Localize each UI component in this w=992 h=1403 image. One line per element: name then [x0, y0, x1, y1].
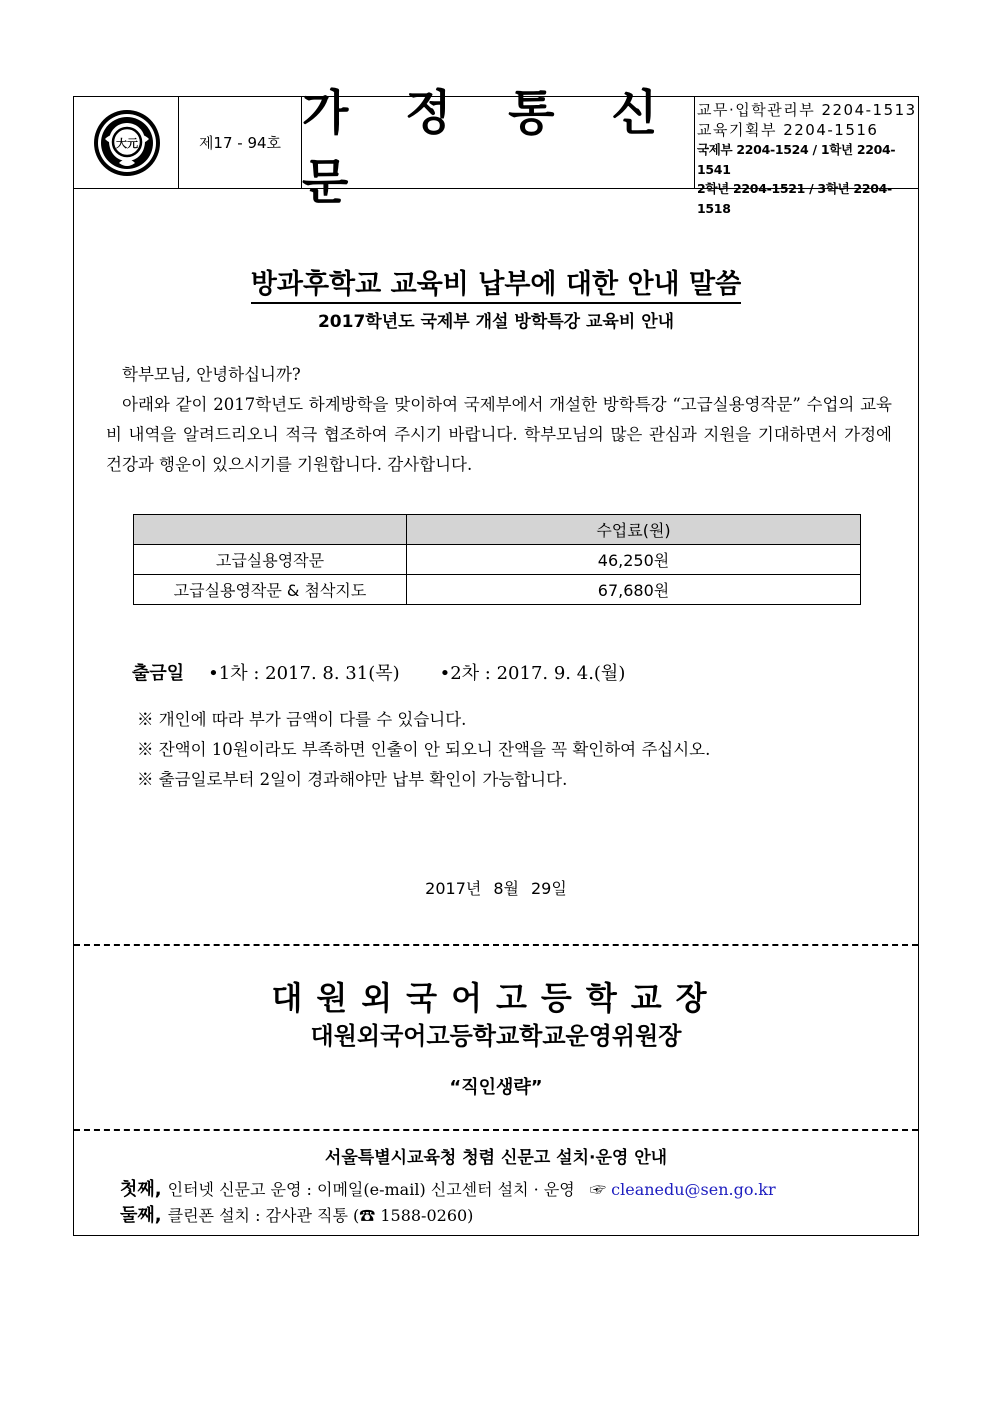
report-email-link[interactable]: cleanedu@sen.go.kr [611, 1180, 776, 1199]
newsletter-title: 가 정 통 신 문 [302, 97, 695, 188]
school-emblem-icon [93, 109, 161, 177]
date-day: 29일 [531, 879, 567, 898]
body-paragraph: 아래와 같이 2017학년도 하계방학을 맞이하여 국제부에서 개설한 방학특강 “고급실용영작문” 수업의 교육비 내역을 알려드리오니 적극 협조하여 주시기 바랍니다. 학부모님의 많은 관심과 지원을 기대하면서 가정에 건강과 행운이 있으시기를 기원합니다. 감사합니다. [106, 395, 892, 474]
issue-number: 제17 - 94호 [179, 97, 302, 188]
note-item: ※ 개인에 따라 부가 금액이 다를 수 있습니다. [137, 710, 467, 729]
first-label: 첫째, [120, 1179, 162, 1200]
second-label: 둘째, [120, 1205, 162, 1226]
header [74, 84, 918, 216]
date-year: 2017년 [425, 879, 482, 898]
notice-title [74, 262, 918, 301]
payment-second: •2차 : 2017. 9. 4.(월) [439, 663, 626, 684]
payment-dates [132, 659, 625, 685]
table-header-cell: 수업료(원) [407, 515, 861, 545]
payment-first: •1차 : 2017. 8. 31(목) [208, 663, 400, 684]
course-fee: 46,250원 [407, 545, 861, 575]
notice-subtitle: 2017학년도 국제부 개설 방학특강 교육비 안내 [317, 312, 675, 332]
announcement-title: 서울특별시교육청 청렴 신문고 설치·운영 안내 [324, 1148, 668, 1168]
course-name: 고급실용영작문 [134, 545, 407, 575]
issue-date [74, 876, 918, 899]
table-row [134, 575, 861, 605]
divider [74, 1129, 918, 1131]
emblem-glyph: 大元 [116, 137, 138, 150]
note-item: ※ 잔액이 10원이라도 부족하면 인출이 안 되오니 잔액을 꼭 확인하여 주십시오. [137, 740, 711, 759]
note-item: ※ 출금일로부터 2일이 경과해야만 납부 확인이 가능합니다. [137, 770, 568, 789]
table-header-row [134, 515, 861, 545]
principal-signature: 대원외국어고등학교장 [271, 979, 721, 1017]
course-fee: 67,680원 [407, 575, 861, 605]
contact-list [695, 97, 918, 216]
pointer-icon: ☞ [590, 1180, 607, 1199]
contact-line: 국제부 2204-1524 / 1학년 2204-1541 [697, 142, 896, 177]
logo-cell [74, 97, 179, 188]
table-row [134, 545, 861, 575]
second-text: 클린폰 설치 : 감사관 직통 (☎ 1588-0260) [167, 1206, 474, 1225]
fee-table [133, 514, 861, 605]
course-name: 고급실용영작문 & 첨삭지도 [134, 575, 407, 605]
contact-line: 교육기획부 2204-1516 [697, 120, 879, 139]
date-month: 8월 [493, 879, 519, 898]
first-text: 인터넷 신문고 운영 : 이메일(e-mail) 신고센터 설치 · 운영 [167, 1180, 575, 1199]
notes-list [137, 705, 710, 795]
divider [74, 944, 918, 946]
contact-line: 2학년 2204-1521 / 3학년 2204-1518 [697, 181, 892, 216]
payment-label: 출금일 [132, 663, 185, 684]
greeting: 학부모님, 안녕하십니까? [122, 365, 301, 384]
committee-signature: 대원외국어고등학교학교운영위원장 [310, 1022, 682, 1050]
table-header-cell [134, 515, 407, 545]
seal-omitted: “직인생략” [449, 1077, 543, 1098]
announcement-line-first [120, 1175, 776, 1201]
newsletter-frame [73, 84, 919, 1236]
notice-title-text: 방과후학교 교육비 납부에 대한 안내 말씀 [251, 269, 741, 304]
announcement-line-second [120, 1201, 473, 1227]
contact-line: 교무·입학관리부 2204-1513 [697, 101, 917, 119]
